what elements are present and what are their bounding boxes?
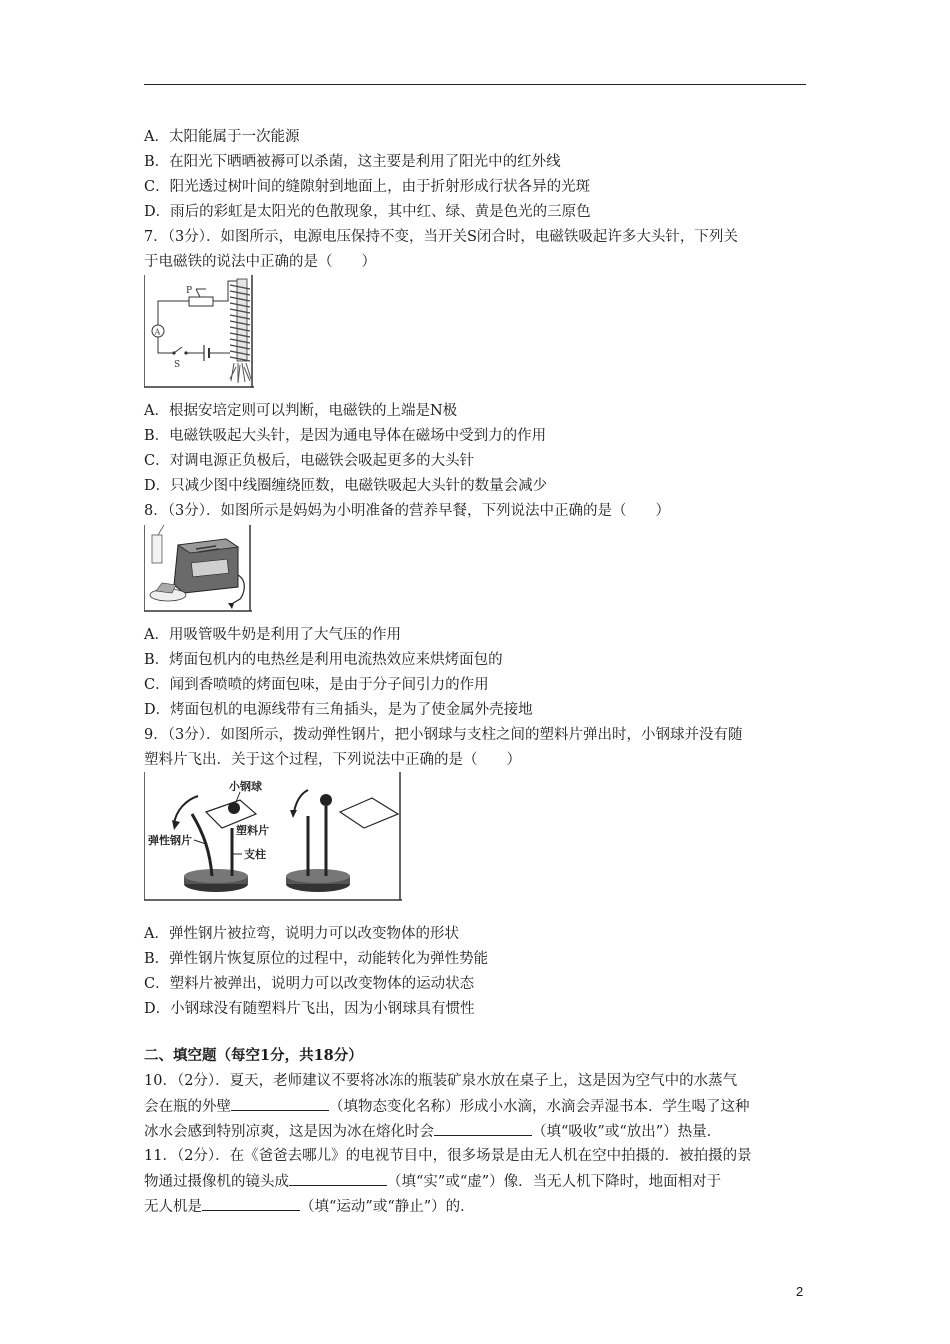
q11-line2-text-b: （填“实”或“虚”）像．当无人机下降时，地面相对于 bbox=[387, 1174, 722, 1190]
q9-option-b: B．弹性钢片恢复原位的过程中，动能转化为弹性势能 bbox=[144, 951, 489, 967]
q11-blank-1[interactable] bbox=[289, 1171, 387, 1186]
q8-stem: 8．（3分）．如图所示是妈妈为小明准备的营养早餐，下列说法中正确的是（ ） bbox=[144, 503, 670, 519]
q8-option-a: A．用吸管吸牛奶是利用了大气压的作用 bbox=[144, 627, 401, 643]
page-number: 2 bbox=[796, 1284, 804, 1299]
q8-breakfast-toaster-figure bbox=[144, 525, 254, 613]
q7-stem-line2: 于电磁铁的说法中正确的是（ ） bbox=[144, 254, 376, 270]
q11-line3 bbox=[144, 1196, 475, 1217]
q7-option-a: A．根据安培定则可以判断，电磁铁的上端是N极 bbox=[144, 403, 458, 419]
q6-option-a: A．太阳能属于一次能源 bbox=[144, 129, 300, 145]
q7-label-s: S bbox=[174, 360, 181, 370]
q10-blank-2[interactable] bbox=[434, 1121, 532, 1136]
section-heading: 二、填空题（每空1分，共18分） bbox=[144, 1047, 363, 1064]
q10-line3 bbox=[144, 1121, 721, 1142]
q9-steel-ball-inertia-figure bbox=[144, 772, 404, 902]
q9-label-steel: 弹性钢片 bbox=[148, 834, 192, 847]
q7-electromagnet-circuit-figure bbox=[144, 275, 256, 389]
q9-label-plastic: 塑料片 bbox=[236, 824, 269, 837]
q11-line1: 11．（2分）．在《爸爸去哪儿》的电视节目中，很多场景是由无人机在空中拍摄的．被拍摄的景 bbox=[144, 1148, 752, 1164]
q10-line2 bbox=[144, 1096, 750, 1117]
q8-option-c: C．闻到香喷喷的烤面包味，是由于分子间引力的作用 bbox=[144, 677, 489, 693]
q8-option-b: B．烤面包机内的电热丝是利用电流热效应来烘烤面包的 bbox=[144, 652, 503, 668]
q11-line3-text-b: （填“运动”或“静止”）的． bbox=[300, 1199, 475, 1215]
header-rule bbox=[144, 84, 806, 85]
q9-label-ball: 小钢球 bbox=[229, 780, 262, 793]
q9-stem-line2: 塑料片飞出．关于这个过程，下列说法中正确的是（ ） bbox=[144, 752, 521, 768]
q7-stem-line1: 7．（3分）．如图所示，电源电压保持不变，当开关S闭合时，电磁铁吸起许多大头针，下列关 bbox=[144, 229, 738, 245]
q8-option-d: D．烤面包机的电源线带有三角插头，是为了使金属外壳接地 bbox=[144, 702, 533, 718]
q9-option-a: A．弹性钢片被拉弯，说明力可以改变物体的形状 bbox=[144, 926, 459, 942]
q7-label-p: P bbox=[186, 286, 193, 296]
q10-line2-text-a: 会在瓶的外壁 bbox=[144, 1099, 231, 1115]
q10-line2-text-b: （填物态变化名称）形成小水滴，水滴会弄湿书本．学生喝了这种 bbox=[329, 1099, 750, 1115]
q6-option-d: D．雨后的彩虹是太阳光的色散现象，其中红、绿、黄是色光的三原色 bbox=[144, 204, 591, 220]
q9-option-c: C．塑料片被弹出，说明力可以改变物体的运动状态 bbox=[144, 976, 475, 992]
q6-option-b: B．在阳光下晒晒被褥可以杀菌，这主要是利用了阳光中的红外线 bbox=[144, 154, 561, 170]
q11-blank-2[interactable] bbox=[202, 1196, 300, 1211]
q6-option-c: C．阳光透过树叶间的缝隙射到地面上，由于折射形成行状各异的光斑 bbox=[144, 179, 591, 195]
q10-blank-1[interactable] bbox=[231, 1096, 329, 1111]
q10-line1: 10．（2分）．夏天，老师建议不要将冰冻的瓶装矿泉水放在桌子上，这是因为空气中的水蒸气 bbox=[144, 1073, 738, 1089]
q11-line3-text-a: 无人机是 bbox=[144, 1199, 202, 1215]
q7-label-meter: A bbox=[154, 327, 161, 337]
q9-option-d: D．小钢球没有随塑料片飞出，因为小钢球具有惯性 bbox=[144, 1001, 475, 1017]
q7-option-c: C．对调电源正负极后，电磁铁会吸起更多的大头针 bbox=[144, 453, 475, 469]
q11-line2-text-a: 物通过摄像机的镜头成 bbox=[144, 1174, 289, 1190]
q9-stem-line1: 9．（3分）．如图所示，拨动弹性钢片，把小钢球与支柱之间的塑料片弹出时，小钢球并没有随 bbox=[144, 727, 743, 743]
q7-option-b: B．电磁铁吸起大头针，是因为通电导体在磁场中受到力的作用 bbox=[144, 428, 547, 444]
q10-line3-text-a: 冰水会感到特别凉爽，这是因为冰在熔化时会 bbox=[144, 1124, 434, 1140]
q11-line2 bbox=[144, 1171, 721, 1192]
q7-option-d: D．只减少图中线圈缠绕匝数，电磁铁吸起大头针的数量会减少 bbox=[144, 478, 548, 494]
q10-line3-text-b: （填“吸收”或“放出”）热量． bbox=[532, 1124, 722, 1140]
q9-label-pillar: 支柱 bbox=[244, 848, 266, 861]
